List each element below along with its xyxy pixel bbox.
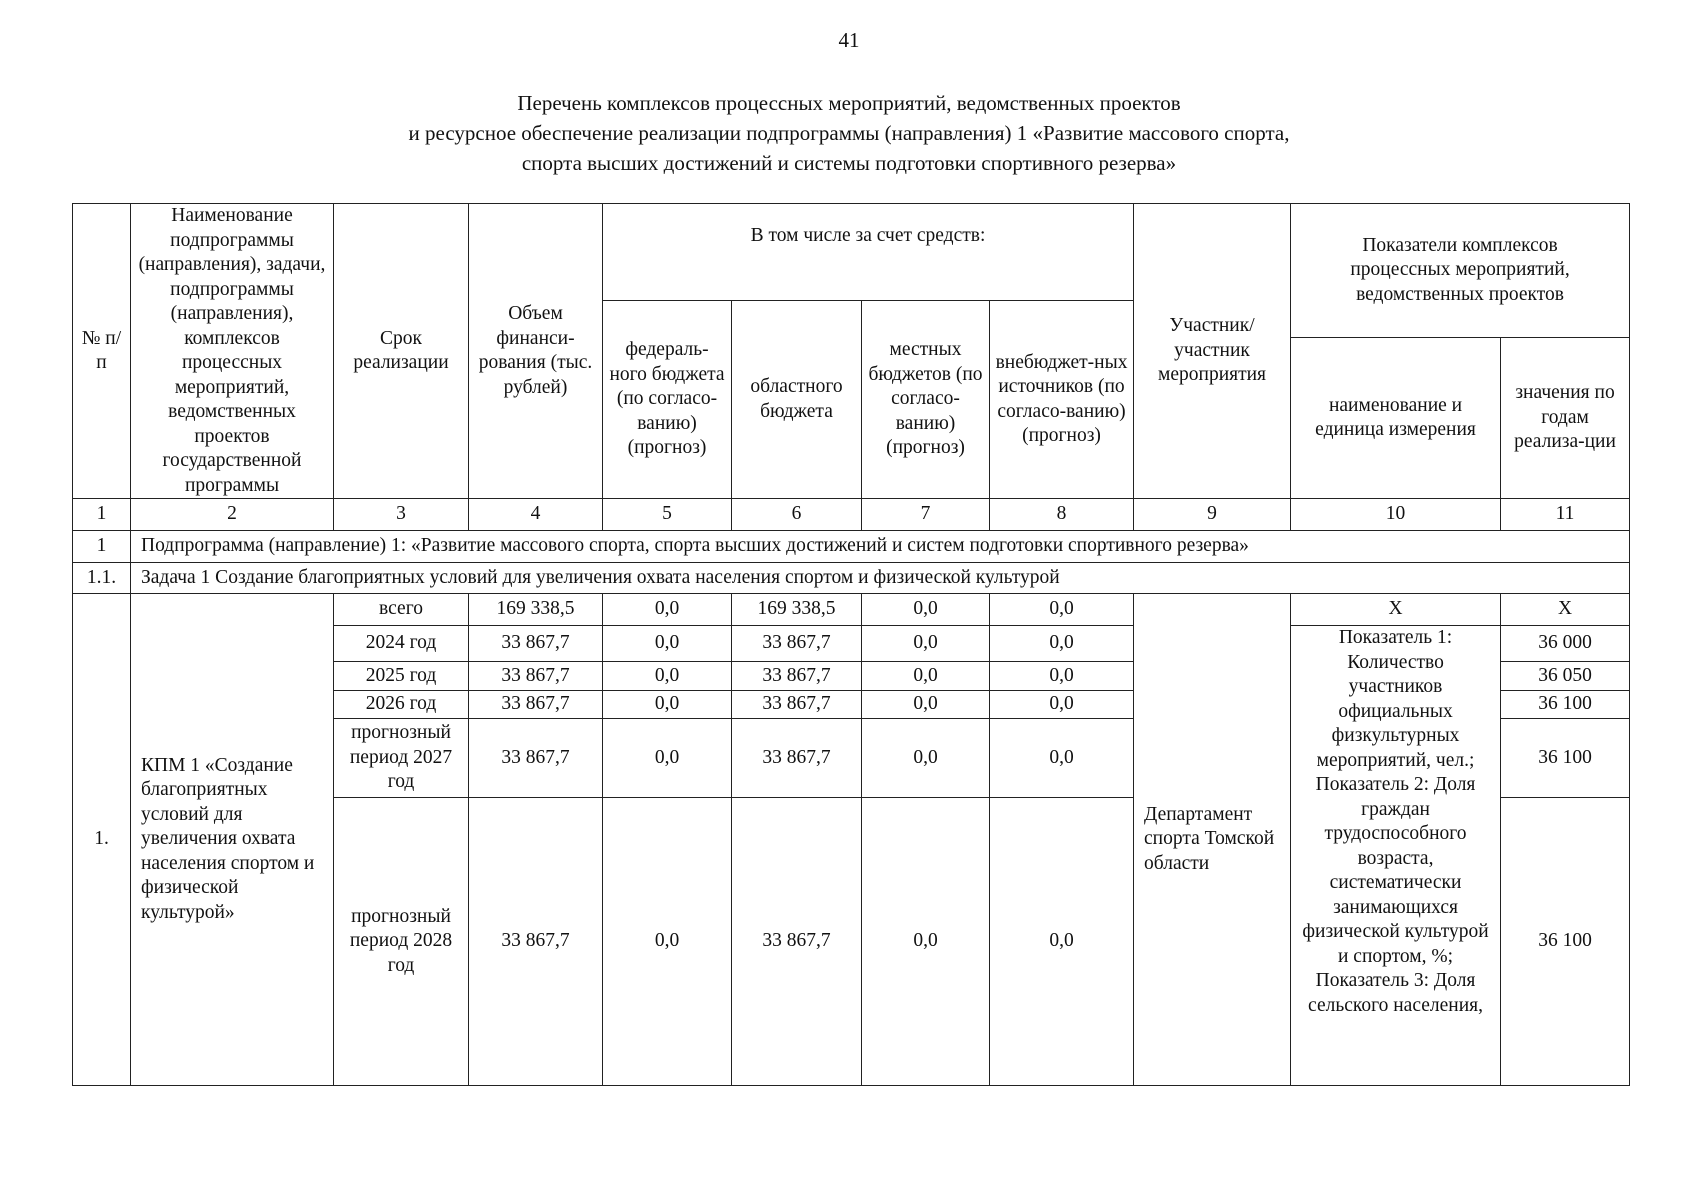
column-number: 4 (469, 499, 603, 531)
extra: 0,0 (990, 662, 1134, 691)
header-participant: Участник/ участник мероприятия (1134, 204, 1291, 499)
indicator-value: 36 100 (1501, 719, 1630, 798)
document-title (0, 88, 1698, 178)
local: 0,0 (862, 719, 990, 798)
period: прогнозный период 2028 год (334, 798, 469, 1086)
participant: Департамент спорта Томской области (1134, 594, 1291, 1086)
local: 0,0 (862, 594, 990, 626)
indicator-value: 36 050 (1501, 662, 1630, 691)
indicator-value: 36 100 (1501, 798, 1630, 1086)
regional: 33 867,7 (732, 662, 862, 691)
header-local: местных бюджетов (по согласо-ванию) (прогноз) (862, 301, 990, 499)
column-number: 3 (334, 499, 469, 531)
column-number: 5 (603, 499, 732, 531)
federal: 0,0 (603, 626, 732, 662)
period: всего (334, 594, 469, 626)
title-line: спорта высших достижений и системы подготовки спортивного резерва» (521, 151, 1177, 175)
header-federal: федераль-ного бюджета (по согласо-ванию) (прогноз) (603, 301, 732, 499)
column-number: 2 (131, 499, 334, 531)
header-indicator-name: наименование и единица измерения (1291, 338, 1501, 499)
federal: 0,0 (603, 719, 732, 798)
column-number: 10 (1291, 499, 1501, 531)
task-number: 1.1. (73, 563, 131, 594)
header-name: Наименование подпрограммы (направления), задачи, подпрограммы (направления), комплексов процессных мероприятий, ведомственных проектов государственной программы (131, 204, 334, 499)
regional: 33 867,7 (732, 626, 862, 662)
task-row (73, 563, 1630, 594)
extra: 0,0 (990, 594, 1134, 626)
local: 0,0 (862, 662, 990, 691)
kpm-name: КПМ 1 «Создание благоприятных условий для увеличения охвата населения спортом и физической культурой» (131, 594, 334, 1086)
title-line: Перечень комплексов процессных мероприятий, ведомственных проектов (517, 91, 1181, 115)
total: 33 867,7 (469, 662, 603, 691)
header-number: № п/п (73, 204, 131, 499)
extra: 0,0 (990, 626, 1134, 662)
indicator-value: X (1501, 594, 1630, 626)
title-line: и ресурсное обеспечение реализации подпрограммы (направления) 1 «Развитие массового спорта, (408, 121, 1290, 145)
header-indicator-values: значения по годам реализа-ции (1501, 338, 1630, 499)
column-number: 8 (990, 499, 1134, 531)
resource-table (72, 203, 1630, 1086)
column-number: 9 (1134, 499, 1291, 531)
federal: 0,0 (603, 691, 732, 719)
column-numbers-row (73, 499, 1630, 531)
page-number: 41 (838, 28, 860, 52)
local: 0,0 (862, 691, 990, 719)
subprogram-number: 1 (73, 531, 131, 563)
header-volume: Объем финанси-рования (тыс. рублей) (469, 204, 603, 499)
period: прогнозный период 2027 год (334, 719, 469, 798)
indicator-value: 36 100 (1501, 691, 1630, 719)
period: 2026 год (334, 691, 469, 719)
indicator-header: X (1291, 594, 1501, 626)
header-extra: внебюджет-ных источников (по согласо-ванию) (прогноз) (990, 301, 1134, 499)
total: 169 338,5 (469, 594, 603, 626)
header-term: Срок реализации (334, 204, 469, 499)
federal: 0,0 (603, 798, 732, 1086)
subprogram-row (73, 531, 1630, 563)
local: 0,0 (862, 798, 990, 1086)
total: 33 867,7 (469, 798, 603, 1086)
extra: 0,0 (990, 798, 1134, 1086)
total: 33 867,7 (469, 691, 603, 719)
extra: 0,0 (990, 719, 1134, 798)
column-number: 7 (862, 499, 990, 531)
regional: 33 867,7 (732, 719, 862, 798)
extra: 0,0 (990, 691, 1134, 719)
column-number: 11 (1501, 499, 1630, 531)
period: 2024 год (334, 626, 469, 662)
column-number: 1 (73, 499, 131, 531)
header-sources: В том числе за счет средств: (603, 204, 1134, 301)
regional: 169 338,5 (732, 594, 862, 626)
indicator-value: 36 000 (1501, 626, 1630, 662)
header-regional: областного бюджета (732, 301, 862, 499)
total: 33 867,7 (469, 719, 603, 798)
federal: 0,0 (603, 594, 732, 626)
kpm-number: 1. (73, 594, 131, 1086)
indicators-text: Показатель 1: Количество участников официальных физкультурных мероприятий, чел.; Показатель 2: Доля граждан трудоспособного возраста, систематически занимающихся физической культурой и спортом, %; Показатель 3: Доля сельского населения, (1291, 626, 1501, 1086)
regional: 33 867,7 (732, 691, 862, 719)
local: 0,0 (862, 626, 990, 662)
regional: 33 867,7 (732, 798, 862, 1086)
federal: 0,0 (603, 662, 732, 691)
column-number: 6 (732, 499, 862, 531)
table-row (73, 594, 1630, 626)
period: 2025 год (334, 662, 469, 691)
subprogram-title: Подпрограмма (направление) 1: «Развитие массового спорта, спорта высших достижений и систем подготовки спортивного резерва» (131, 531, 1630, 563)
header-indicators: Показатели комплексов процессных мероприятий, ведомственных проектов (1291, 204, 1630, 338)
task-title: Задача 1 Создание благоприятных условий для увеличения охвата населения спортом и физической культурой (131, 563, 1630, 594)
total: 33 867,7 (469, 626, 603, 662)
